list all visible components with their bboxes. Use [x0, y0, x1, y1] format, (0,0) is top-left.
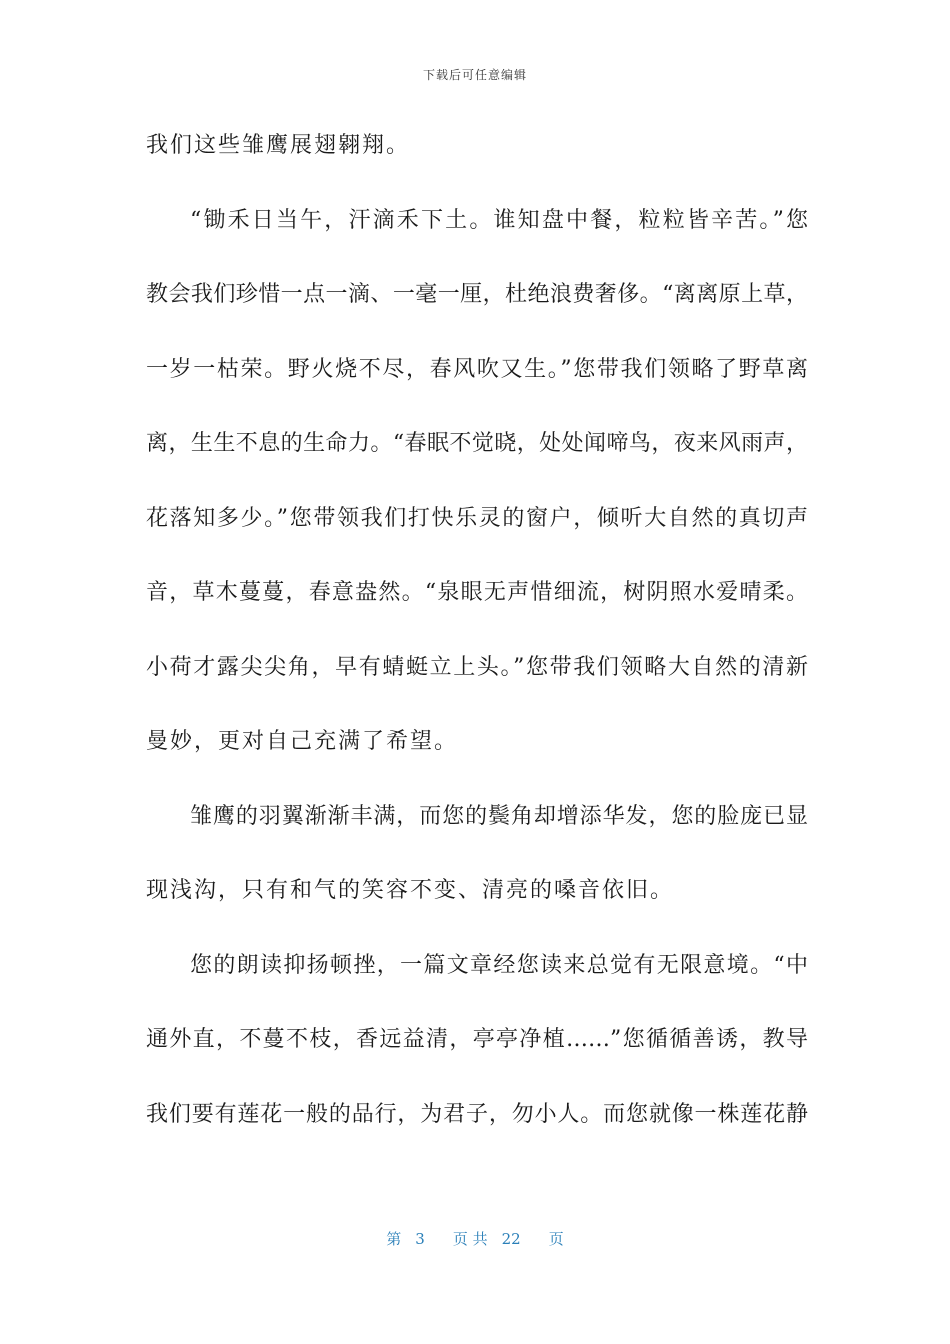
text-line: 我们要有莲花一般的品行，为君子，勿小人。而您就像一株莲花静 — [146, 1101, 808, 1127]
text-line: 小荷才露尖尖角，早有蜻蜓立上头。”您带我们领略大自然的清新 — [146, 654, 808, 680]
text-line: 花落知多少。”您带领我们打快乐灵的窗户，倾听大自然的真切声 — [146, 505, 808, 531]
document-body — [146, 124, 808, 1167]
text-line: 曼妙，更对自己充满了希望。 — [146, 729, 459, 754]
text-line: 我们这些雏鹰展翅翱翔。 — [146, 133, 411, 158]
page-header: 下载后可任意编辑 — [422, 68, 527, 82]
text-line: 通外直，不蔓不枝，香远益清，亭亭净植……”您循循善诱，教导 — [146, 1027, 808, 1052]
footer-middle: 页 共 — [452, 1230, 488, 1248]
text-line: 一岁一枯荣。野火烧不尽，春风吹又生。”您带我们领略了野草离 — [146, 356, 808, 382]
text-line: 现浅沟，只有和气的笑容不变、清亮的嗓音依旧。 — [146, 878, 675, 903]
footer-prefix: 第 — [386, 1230, 402, 1248]
footer-suffix: 页 — [548, 1230, 564, 1248]
text-line: 音，草木蔓蔓，春意盎然。“泉眼无声惜细流，树阴照水爱晴柔。 — [146, 580, 808, 605]
text-line: 离，生生不息的生命力。“春眠不觉晓，处处闻啼鸟，夜来风雨声， — [146, 431, 808, 456]
text-line: 您的朗读抑扬顿挫，一篇文章经您读来总觉有无限意境。“中 — [190, 952, 808, 978]
current-page-number: 3 — [415, 1230, 425, 1248]
text-line: “锄禾日当午，汗滴禾下土。谁知盘中餐，粒粒皆辛苦。”您 — [190, 207, 808, 233]
page-footer — [0, 1228, 950, 1249]
total-pages-number: 22 — [501, 1230, 521, 1248]
text-line: 教会我们珍惜一点一滴、一毫一厘，杜绝浪费奢侈。“离离原上草， — [146, 282, 808, 307]
text-line: 雏鹰的羽翼渐渐丰满，而您的鬓角却增添华发，您的脸庞已显 — [190, 803, 808, 829]
